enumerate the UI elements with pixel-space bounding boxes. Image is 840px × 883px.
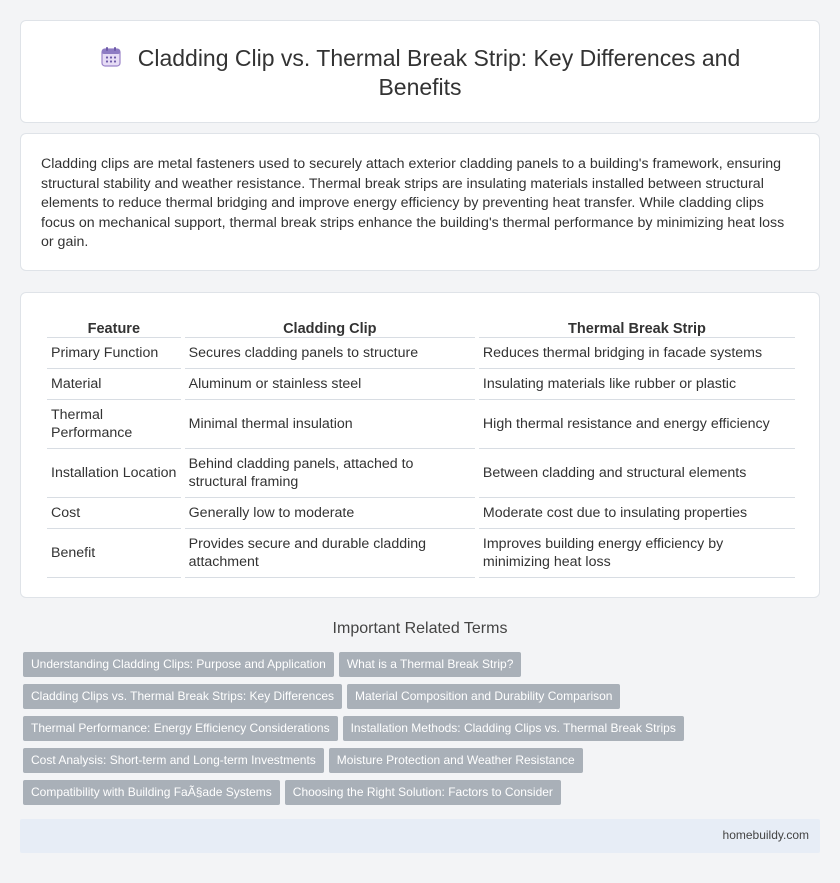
related-term-tag[interactable]: Cladding Clips vs. Thermal Break Strips: Key Differences xyxy=(23,684,342,709)
table-cell: Material xyxy=(47,369,181,400)
related-term-tag[interactable]: Installation Methods: Cladding Clips vs. Thermal Break Strips xyxy=(343,716,684,741)
table-cell: Behind cladding panels, attached to structural framing xyxy=(185,449,475,498)
calendar-icon xyxy=(100,46,122,68)
related-term-tag[interactable]: What is a Thermal Break Strip? xyxy=(339,652,522,677)
table-row xyxy=(47,369,795,400)
tag-row xyxy=(23,684,743,716)
table-cell: Benefit xyxy=(47,529,181,578)
tag-row xyxy=(23,780,743,812)
tag-row xyxy=(23,748,743,780)
footer-site-link[interactable]: homebuildy.com xyxy=(722,828,809,842)
table-header-row xyxy=(47,316,795,338)
column-header: Thermal Break Strip xyxy=(479,316,795,338)
related-term-tag[interactable]: Thermal Performance: Energy Efficiency Considerations xyxy=(23,716,338,741)
table-cell: Installation Location xyxy=(47,449,181,498)
table-row xyxy=(47,449,795,498)
comparison-table xyxy=(43,316,799,578)
table-cell: Generally low to moderate xyxy=(185,498,475,529)
column-header: Cladding Clip xyxy=(185,316,475,338)
related-terms-heading: Important Related Terms xyxy=(332,620,508,637)
table-cell: Aluminum or stainless steel xyxy=(185,369,475,400)
related-term-tag[interactable]: Material Composition and Durability Comparison xyxy=(347,684,620,709)
page-title-text: Cladding Clip vs. Thermal Break Strip: Key Differences and Benefits xyxy=(137,45,741,100)
table-cell: Minimal thermal insulation xyxy=(185,400,475,449)
related-term-tag[interactable]: Cost Analysis: Short-term and Long-term Investments xyxy=(23,748,324,773)
table-cell: Primary Function xyxy=(47,338,181,369)
comparison-card xyxy=(20,292,820,598)
table-row xyxy=(47,338,795,369)
table-row xyxy=(47,498,795,529)
table-cell: Insulating materials like rubber or plastic xyxy=(479,369,795,400)
tag-row xyxy=(23,716,743,748)
table-cell: Secures cladding panels to structure xyxy=(185,338,475,369)
intro-paragraph: Cladding clips are metal fasteners used to securely attach exterior cladding panels to a building's framework, ensuring structural stability and weather resistance. Thermal break strips are insulating materials installed between structural elements to reduce thermal bridging and improve energy efficiency by preventing heat transfer. While cladding clips focus on mechanical support, thermal break strips enhance the building's thermal performance by minimizing heat loss or gain. xyxy=(41,156,785,250)
page-title xyxy=(81,44,759,102)
related-terms-list xyxy=(23,652,743,812)
footer xyxy=(20,819,820,853)
title-card xyxy=(20,20,820,123)
table-cell: Provides secure and durable cladding attachment xyxy=(185,529,475,578)
related-term-tag[interactable]: Choosing the Right Solution: Factors to Consider xyxy=(285,780,561,805)
tag-row xyxy=(23,652,743,684)
table-row xyxy=(47,529,795,578)
column-header: Feature xyxy=(47,316,181,338)
table-cell: High thermal resistance and energy efficiency xyxy=(479,400,795,449)
table-cell: Thermal Performance xyxy=(47,400,181,449)
intro-card xyxy=(20,133,820,271)
table-cell: Cost xyxy=(47,498,181,529)
related-term-tag[interactable]: Understanding Cladding Clips: Purpose and Application xyxy=(23,652,334,677)
related-term-tag[interactable]: Moisture Protection and Weather Resistance xyxy=(329,748,583,773)
table-cell: Reduces thermal bridging in facade systems xyxy=(479,338,795,369)
table-cell: Moderate cost due to insulating properties xyxy=(479,498,795,529)
related-term-tag[interactable]: Compatibility with Building FaÃ§ade Systems xyxy=(23,780,280,805)
table-cell: Improves building energy efficiency by minimizing heat loss xyxy=(479,529,795,578)
table-row xyxy=(47,400,795,449)
table-cell: Between cladding and structural elements xyxy=(479,449,795,498)
